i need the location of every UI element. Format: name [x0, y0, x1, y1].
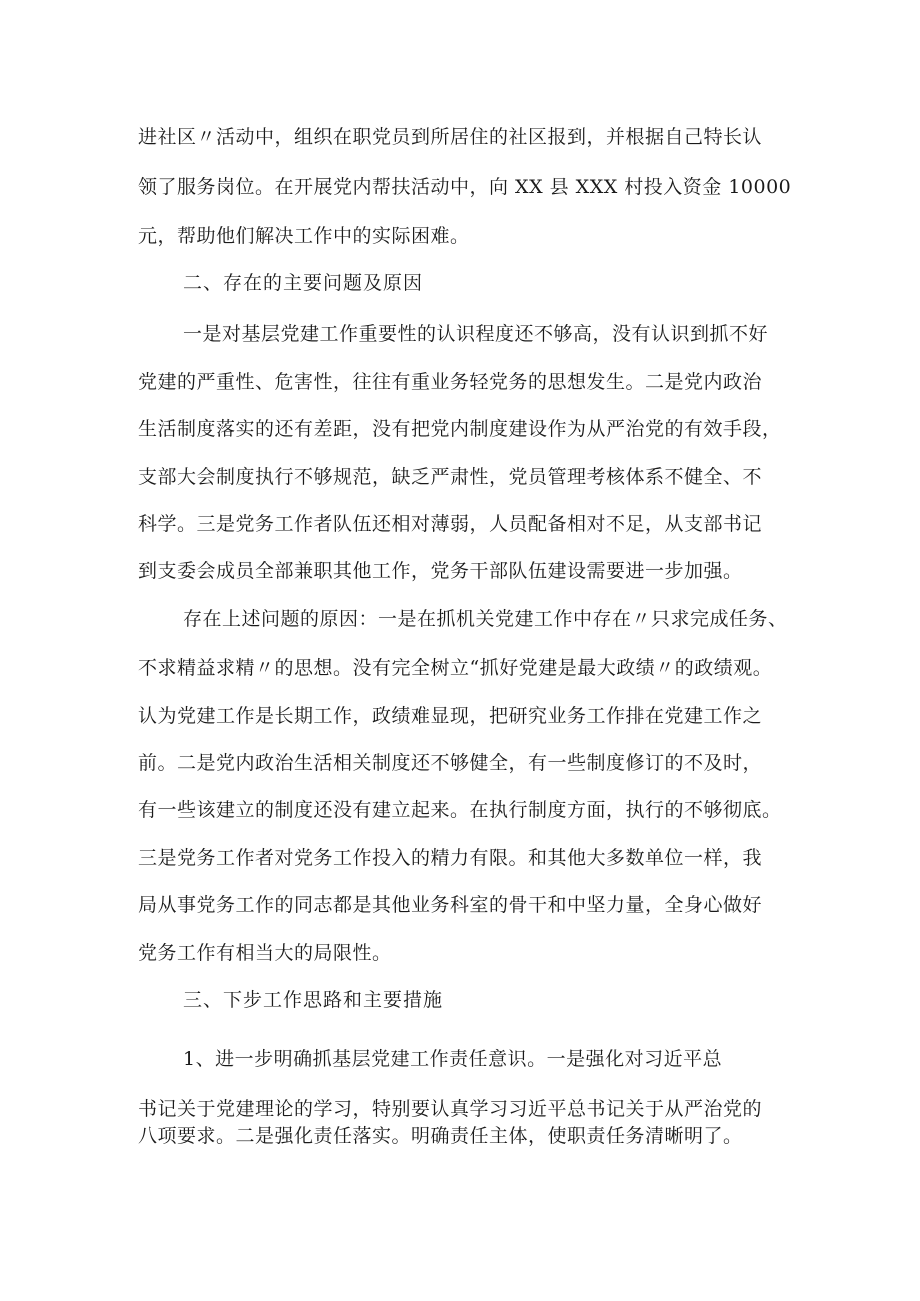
- paragraph-line: 书记关于党建理论的学习，特别要认真学习习近平总书记关于从严治党的: [138, 1098, 763, 1120]
- paragraph-line: 党建的严重性、危害性，往往有重业务轻党务的思想发生。二是党内政治: [138, 371, 763, 393]
- paragraph-line: 支部大会制度执行不够规范，缺乏严肃性，党员管理考核体系不健全、不: [138, 466, 763, 488]
- paragraph-line: 一是对基层党建工作重要性的认识程度还不够高，没有认识到抓不好: [183, 323, 769, 345]
- paragraph-line: 生活制度落实的还有差距，没有把党内制度建设作为从严治党的有效手段，: [138, 418, 782, 440]
- paragraph-line: 认为党建工作是长期工作，政绩难显现，把研究业务工作排在党建工作之: [138, 705, 763, 727]
- paragraph-line: 局从事党务工作的同志都是其他业务科室的骨干和中坚力量，全身心做好: [138, 894, 763, 916]
- paragraph-line: 存在上述问题的原因：一是在抓机关党建工作中存在〃只求完成任务、: [183, 608, 788, 630]
- paragraph-line: 不求精益求精〃的思想。没有完全树立“抓好党建是最大政绩〃的政绩观。: [138, 657, 773, 679]
- paragraph-line: 到支委会成员全部兼职其他工作，党务干部队伍建设需要进一步加强。: [138, 560, 743, 582]
- paragraph-line: 领了服务岗位。在开展党内帮扶活动中，向 XX 县 XXX 村投入资金 10000: [138, 176, 792, 198]
- paragraph-line: 三是党务工作者对党务工作投入的精力有限。和其他大多数单位一样，我: [138, 847, 763, 869]
- paragraph-line: 进社区〃活动中，组织在职党员到所居住的社区报到，并根据自己特长认: [138, 126, 763, 148]
- paragraph-line: 党务工作有相当大的局限性。: [138, 942, 392, 964]
- paragraph-line: 前。二是党内政治生活相关制度还不够健全，有一些制度修订的不及时，: [138, 752, 763, 774]
- paragraph-line: 八项要求。二是强化责任落实。明确责任主体，使职责任务清晰明了。: [138, 1125, 743, 1147]
- paragraph-line: 科学。三是党务工作者队伍还相对薄弱，人员配备相对不足，从支部书记: [138, 513, 763, 535]
- paragraph-line: 元，帮助他们解决工作中的实际困难。: [138, 225, 470, 247]
- paragraph-line: 有一些该建立的制度还没有建立起来。在执行制度方面，执行的不够彻底。: [138, 799, 782, 821]
- section-heading: 三、下步工作思路和主要措施: [183, 989, 444, 1011]
- paragraph-line: 1、进一步明确抓基层党建工作责任意识。一是强化对习近平总: [183, 1048, 723, 1070]
- section-heading: 二、存在的主要问题及原因: [183, 272, 424, 294]
